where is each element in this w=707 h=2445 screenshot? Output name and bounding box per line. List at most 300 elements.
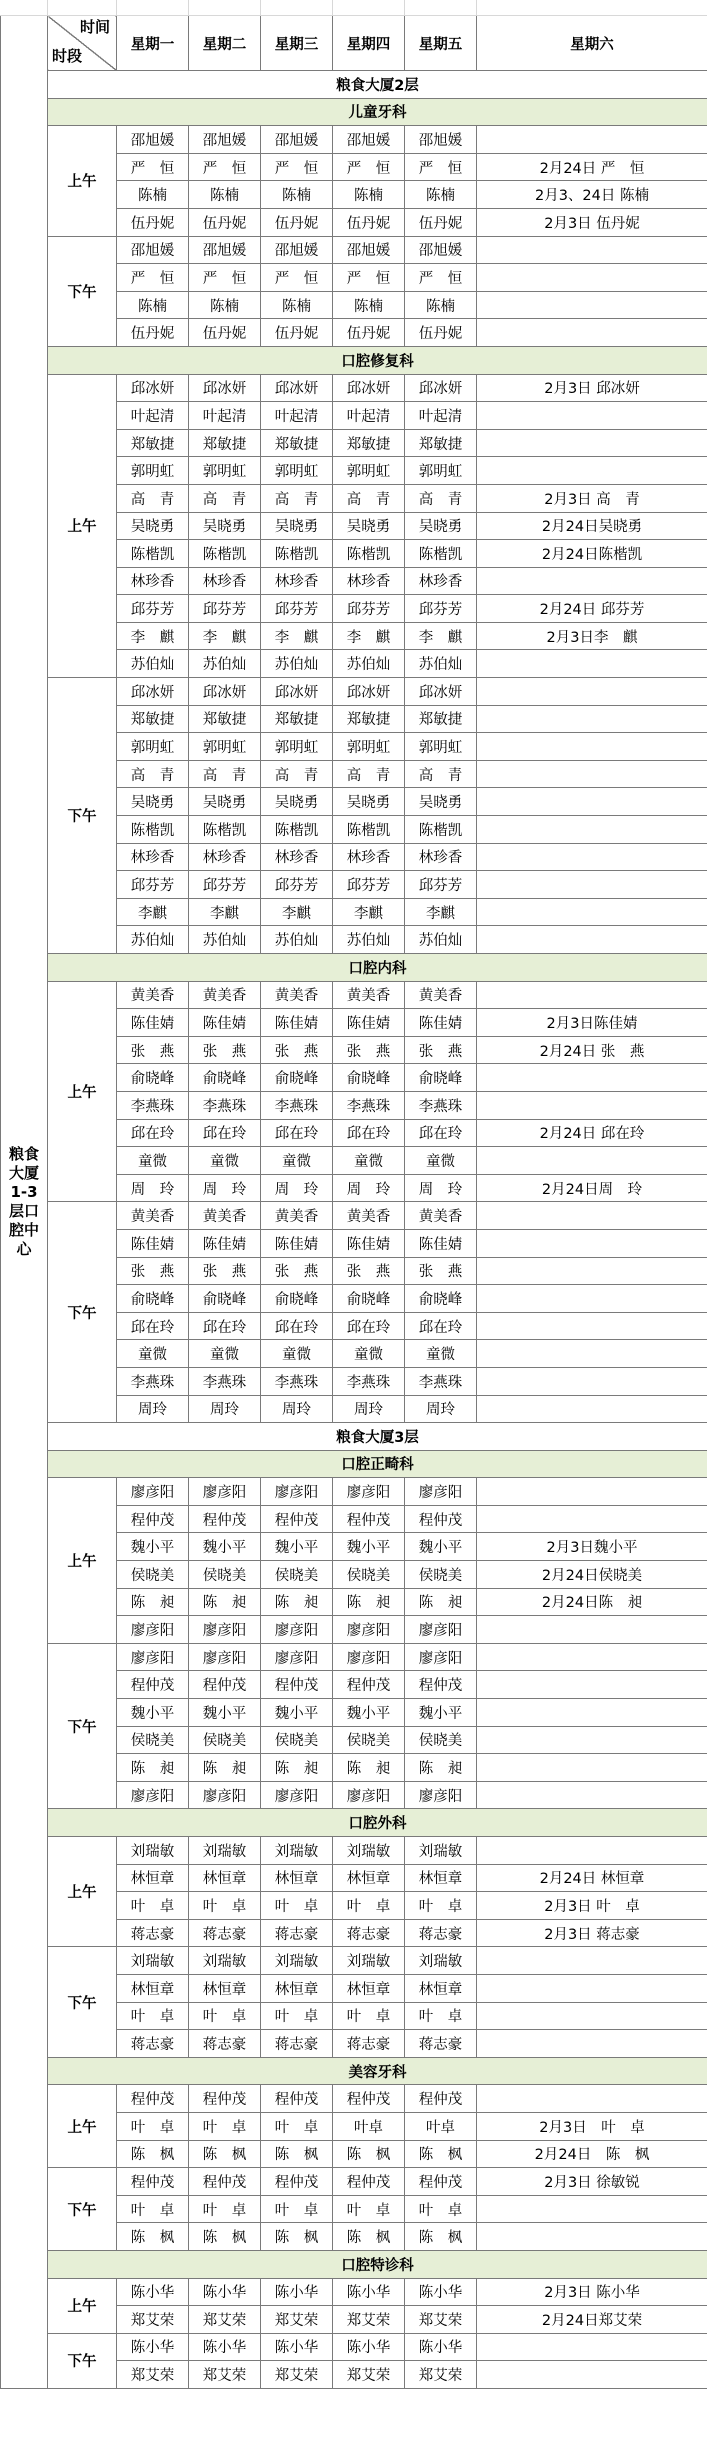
gridline-cell — [48, 0, 117, 16]
doctor-cell: 伍丹妮 — [261, 208, 333, 236]
doctor-cell: 邱芬芳 — [117, 595, 189, 623]
doctor-cell: 邱冰妍 — [261, 374, 333, 402]
doctor-cell: 侯晓美 — [261, 1726, 333, 1754]
gridline-cell — [117, 0, 189, 16]
doctor-cell: 郭明虹 — [117, 457, 189, 485]
doctor-cell: 叶卓 — [333, 2112, 405, 2140]
doctor-cell: 伍丹妮 — [261, 319, 333, 347]
doctor-cell: 邱芬芳 — [405, 871, 477, 899]
saturday-cell — [477, 650, 707, 678]
saturday-cell: 2月3日 邱冰妍 — [477, 374, 707, 402]
gridline-cell — [1, 0, 48, 16]
saturday-cell: 2月24日陈 昶 — [477, 1588, 707, 1616]
doctor-cell: 李麒 — [189, 898, 261, 926]
saturday-cell: 2月3日魏小平 — [477, 1533, 707, 1561]
sheet-top-gridline — [1, 0, 707, 16]
doctor-cell: 高 青 — [405, 760, 477, 788]
doctor-cell: 邱冰妍 — [117, 374, 189, 402]
doctor-cell: 邵旭媛 — [117, 126, 189, 154]
doctor-cell: 伍丹妮 — [189, 208, 261, 236]
doctor-cell: 邱冰妍 — [117, 678, 189, 706]
doctor-cell: 张 燕 — [405, 1036, 477, 1064]
saturday-cell — [477, 1257, 707, 1285]
doctor-cell: 邱芬芳 — [189, 595, 261, 623]
doctor-cell: 俞晓峰 — [333, 1285, 405, 1313]
doctor-cell: 林恒章 — [189, 1974, 261, 2002]
doctor-cell: 吴晓勇 — [189, 512, 261, 540]
doctor-cell: 高 青 — [189, 760, 261, 788]
doctor-cell: 林珍香 — [189, 843, 261, 871]
doctor-cell: 黄美香 — [261, 981, 333, 1009]
doctor-cell: 郑艾荣 — [405, 2306, 477, 2334]
day-header: 星期三 — [261, 16, 333, 71]
doctor-cell: 蒋志豪 — [189, 2030, 261, 2058]
saturday-cell — [477, 2333, 707, 2361]
department-title: 口腔正畸科 — [48, 1450, 707, 1478]
period-cell: 下午 — [48, 2333, 117, 2388]
department-title: 口腔特诊科 — [48, 2250, 707, 2278]
saturday-cell — [477, 843, 707, 871]
doctor-cell: 陈 昶 — [189, 1588, 261, 1616]
saturday-cell — [477, 319, 707, 347]
saturday-cell — [477, 1726, 707, 1754]
doctor-cell: 邵旭媛 — [117, 236, 189, 264]
period-cell: 上午 — [48, 126, 117, 236]
doctor-cell: 陈小华 — [405, 2333, 477, 2361]
doctor-cell: 吴晓勇 — [405, 788, 477, 816]
schedule-row — [1, 126, 707, 154]
doctor-cell: 严 恒 — [117, 153, 189, 181]
doctor-cell: 刘瑞敏 — [261, 1947, 333, 1975]
saturday-cell — [477, 2195, 707, 2223]
doctor-cell: 叶 卓 — [405, 2002, 477, 2030]
doctor-cell: 童微 — [189, 1147, 261, 1175]
doctor-cell: 郑敏捷 — [261, 429, 333, 457]
doctor-cell: 魏小平 — [189, 1533, 261, 1561]
doctor-cell: 林珍香 — [405, 567, 477, 595]
doctor-cell: 严 恒 — [189, 153, 261, 181]
doctor-cell: 林恒章 — [405, 1974, 477, 2002]
doctor-cell: 陈小华 — [117, 2278, 189, 2306]
doctor-cell: 程仲茂 — [117, 1671, 189, 1699]
doctor-cell: 陈佳婧 — [405, 1009, 477, 1037]
doctor-cell: 廖彦阳 — [405, 1616, 477, 1644]
doctor-cell: 邵旭媛 — [405, 236, 477, 264]
doctor-cell: 廖彦阳 — [189, 1616, 261, 1644]
department-title: 美容牙科 — [48, 2057, 707, 2085]
doctor-cell: 郑敏捷 — [117, 705, 189, 733]
doctor-cell: 叶 卓 — [117, 2112, 189, 2140]
period-cell: 下午 — [48, 1643, 117, 1809]
saturday-cell — [477, 678, 707, 706]
doctor-cell: 李燕珠 — [333, 1367, 405, 1395]
doctor-cell: 叶 卓 — [117, 2195, 189, 2223]
doctor-cell: 伍丹妮 — [405, 319, 477, 347]
doctor-cell: 廖彦阳 — [333, 1643, 405, 1671]
doctor-cell: 郑敏捷 — [189, 705, 261, 733]
saturday-cell — [477, 1671, 707, 1699]
doctor-cell: 邱冰妍 — [405, 374, 477, 402]
doctor-cell: 伍丹妮 — [189, 319, 261, 347]
doctor-cell: 李燕珠 — [117, 1367, 189, 1395]
doctor-cell: 李麒 — [261, 898, 333, 926]
doctor-cell: 严 恒 — [189, 264, 261, 292]
doctor-cell: 林珍香 — [405, 843, 477, 871]
saturday-cell — [477, 126, 707, 154]
doctor-cell: 邱芬芳 — [189, 871, 261, 899]
doctor-cell: 俞晓峰 — [333, 1064, 405, 1092]
saturday-cell — [477, 1395, 707, 1423]
doctor-cell: 张 燕 — [261, 1257, 333, 1285]
doctor-cell: 俞晓峰 — [117, 1285, 189, 1313]
doctor-cell: 张 燕 — [117, 1036, 189, 1064]
doctor-cell: 高 青 — [117, 484, 189, 512]
doctor-cell: 侯晓美 — [117, 1726, 189, 1754]
doctor-cell: 张 燕 — [189, 1257, 261, 1285]
doctor-cell: 廖彦阳 — [261, 1781, 333, 1809]
doctor-cell: 蒋志豪 — [189, 1919, 261, 1947]
schedule-row — [1, 678, 707, 706]
doctor-cell: 陈 昶 — [405, 1754, 477, 1782]
doctor-cell: 周 玲 — [333, 1174, 405, 1202]
saturday-cell: 2月24日 陈 枫 — [477, 2140, 707, 2168]
doctor-cell: 吴晓勇 — [261, 788, 333, 816]
doctor-cell: 邱芬芳 — [333, 595, 405, 623]
doctor-cell: 林珍香 — [117, 567, 189, 595]
saturday-cell — [477, 291, 707, 319]
saturday-cell: 2月3日 高 青 — [477, 484, 707, 512]
doctor-cell: 侯晓美 — [333, 1726, 405, 1754]
doctor-cell: 廖彦阳 — [189, 1643, 261, 1671]
doctor-cell: 陈楷凯 — [189, 540, 261, 568]
saturday-cell — [477, 898, 707, 926]
saturday-cell — [477, 264, 707, 292]
doctor-cell: 周 玲 — [117, 1174, 189, 1202]
doctor-cell: 邱芬芳 — [117, 871, 189, 899]
doctor-cell: 郭明虹 — [189, 457, 261, 485]
doctor-cell: 郑艾荣 — [117, 2306, 189, 2334]
doctor-cell: 陈 昶 — [261, 1588, 333, 1616]
doctor-cell: 陈佳婧 — [117, 1009, 189, 1037]
schedule-row — [1, 1837, 707, 1865]
doctor-cell: 周玲 — [333, 1395, 405, 1423]
doctor-cell: 黄美香 — [333, 1202, 405, 1230]
doctor-cell: 邱芬芳 — [333, 871, 405, 899]
period-cell: 上午 — [48, 2085, 117, 2168]
doctor-cell: 廖彦阳 — [261, 1478, 333, 1506]
doctor-cell: 陈佳婧 — [189, 1009, 261, 1037]
department-title: 口腔外科 — [48, 1809, 707, 1837]
period-cell: 下午 — [48, 1947, 117, 2057]
department-row — [1, 2250, 707, 2278]
period-label: 时段 — [52, 47, 83, 65]
doctor-cell: 邱在玲 — [117, 1312, 189, 1340]
department-row — [1, 2057, 707, 2085]
doctor-cell: 叶 卓 — [405, 1892, 477, 1920]
doctor-cell: 严 恒 — [333, 264, 405, 292]
doctor-cell: 黄美香 — [405, 981, 477, 1009]
saturday-cell — [477, 1478, 707, 1506]
header-row — [1, 16, 707, 71]
doctor-cell: 陈楠 — [405, 291, 477, 319]
schedule-row — [1, 1947, 707, 1975]
doctor-cell: 吴晓勇 — [333, 788, 405, 816]
doctor-cell: 童微 — [189, 1340, 261, 1368]
doctor-cell: 陈小华 — [261, 2278, 333, 2306]
doctor-cell: 陈楷凯 — [333, 540, 405, 568]
doctor-cell: 蒋志豪 — [261, 2030, 333, 2058]
doctor-cell: 邵旭媛 — [405, 126, 477, 154]
saturday-cell — [477, 1643, 707, 1671]
doctor-cell: 俞晓峰 — [261, 1285, 333, 1313]
saturday-cell — [477, 567, 707, 595]
doctor-cell: 叶 卓 — [333, 1892, 405, 1920]
doctor-cell: 伍丹妮 — [117, 208, 189, 236]
schedule-row — [1, 1643, 707, 1671]
doctor-cell: 侯晓美 — [261, 1561, 333, 1589]
doctor-cell: 伍丹妮 — [117, 319, 189, 347]
doctor-cell: 郑艾荣 — [333, 2306, 405, 2334]
doctor-cell: 陈楠 — [333, 181, 405, 209]
doctor-cell: 陈楷凯 — [117, 816, 189, 844]
doctor-cell: 李 麒 — [333, 622, 405, 650]
doctor-cell: 廖彦阳 — [117, 1643, 189, 1671]
department-row — [1, 954, 707, 982]
doctor-cell: 陈佳婧 — [189, 1229, 261, 1257]
saturday-cell: 2月3日陈佳婧 — [477, 1009, 707, 1037]
doctor-cell: 邱芬芳 — [405, 595, 477, 623]
doctor-cell: 陈小华 — [405, 2278, 477, 2306]
doctor-cell: 严 恒 — [261, 153, 333, 181]
doctor-cell: 林恒章 — [117, 1864, 189, 1892]
doctor-cell: 林恒章 — [405, 1864, 477, 1892]
doctor-cell: 张 燕 — [405, 1257, 477, 1285]
day-header: 星期五 — [405, 16, 477, 71]
doctor-cell: 陈 枫 — [261, 2223, 333, 2251]
doctor-cell: 程仲茂 — [189, 2168, 261, 2196]
doctor-cell: 陈 枫 — [261, 2140, 333, 2168]
doctor-cell: 邱在玲 — [189, 1119, 261, 1147]
doctor-cell: 陈楠 — [261, 291, 333, 319]
doctor-cell: 程仲茂 — [405, 1505, 477, 1533]
doctor-cell: 周玲 — [117, 1395, 189, 1423]
saturday-cell — [477, 733, 707, 761]
doctor-cell: 李燕珠 — [189, 1091, 261, 1119]
doctor-cell: 陈楠 — [405, 181, 477, 209]
doctor-cell: 林珍香 — [261, 567, 333, 595]
doctor-cell: 刘瑞敏 — [333, 1837, 405, 1865]
saturday-cell — [477, 1285, 707, 1313]
doctor-cell: 程仲茂 — [405, 2085, 477, 2113]
schedule-row — [1, 2278, 707, 2306]
doctor-cell: 蒋志豪 — [405, 1919, 477, 1947]
doctor-cell: 童微 — [117, 1147, 189, 1175]
building-row — [1, 1423, 707, 1451]
doctor-cell: 邱在玲 — [189, 1312, 261, 1340]
doctor-cell: 叶 卓 — [261, 1892, 333, 1920]
doctor-cell: 程仲茂 — [261, 2168, 333, 2196]
doctor-cell: 高 青 — [333, 484, 405, 512]
doctor-cell: 黄美香 — [189, 981, 261, 1009]
doctor-cell: 陈楠 — [261, 181, 333, 209]
doctor-cell: 黄美香 — [189, 1202, 261, 1230]
doctor-cell: 陈 昶 — [117, 1588, 189, 1616]
schedule-row — [1, 1478, 707, 1506]
schedule-row — [1, 981, 707, 1009]
doctor-cell: 张 燕 — [261, 1036, 333, 1064]
doctor-cell: 程仲茂 — [405, 2168, 477, 2196]
day-header: 星期一 — [117, 16, 189, 71]
gridline-cell — [333, 0, 405, 16]
doctor-cell: 俞晓峰 — [117, 1064, 189, 1092]
doctor-cell: 伍丹妮 — [333, 208, 405, 236]
saturday-cell — [477, 1781, 707, 1809]
saturday-cell: 2月24日郑艾荣 — [477, 2306, 707, 2334]
doctor-cell: 程仲茂 — [405, 1671, 477, 1699]
doctor-cell: 郑艾荣 — [333, 2361, 405, 2389]
saturday-cell — [477, 1754, 707, 1782]
doctor-cell: 邱冰妍 — [261, 678, 333, 706]
doctor-cell: 陈 昶 — [189, 1754, 261, 1782]
doctor-cell: 郑敏捷 — [405, 429, 477, 457]
doctor-cell: 李 麒 — [405, 622, 477, 650]
doctor-cell: 林珍香 — [117, 843, 189, 871]
doctor-cell: 李燕珠 — [405, 1367, 477, 1395]
doctor-cell: 陈小华 — [333, 2333, 405, 2361]
doctor-cell: 叶 卓 — [405, 2195, 477, 2223]
doctor-cell: 苏伯灿 — [333, 650, 405, 678]
gridline-cell — [405, 0, 477, 16]
doctor-cell: 郑艾荣 — [117, 2361, 189, 2389]
saturday-cell: 2月3日 伍丹妮 — [477, 208, 707, 236]
doctor-cell: 蒋志豪 — [333, 2030, 405, 2058]
building-title: 粮食大厦2层 — [48, 71, 707, 99]
doctor-cell: 陈小华 — [189, 2278, 261, 2306]
saturday-cell — [477, 1091, 707, 1119]
doctor-cell: 苏伯灿 — [405, 926, 477, 954]
doctor-cell: 邵旭媛 — [189, 126, 261, 154]
doctor-cell: 童微 — [405, 1147, 477, 1175]
doctor-cell: 程仲茂 — [117, 1505, 189, 1533]
doctor-cell: 陈楠 — [117, 181, 189, 209]
doctor-cell: 苏伯灿 — [333, 926, 405, 954]
doctor-cell: 蒋志豪 — [261, 1919, 333, 1947]
doctor-cell: 郑艾荣 — [261, 2361, 333, 2389]
doctor-cell: 廖彦阳 — [405, 1781, 477, 1809]
doctor-cell: 邱冰妍 — [405, 678, 477, 706]
period-cell: 下午 — [48, 236, 117, 346]
doctor-cell: 郭明虹 — [261, 733, 333, 761]
day-header: 星期六 — [477, 16, 707, 71]
doctor-cell: 魏小平 — [189, 1699, 261, 1727]
doctor-cell: 廖彦阳 — [405, 1643, 477, 1671]
doctor-cell: 廖彦阳 — [117, 1781, 189, 1809]
gridline-cell — [477, 0, 707, 16]
doctor-cell: 黄美香 — [261, 1202, 333, 1230]
doctor-cell: 叶 卓 — [189, 1892, 261, 1920]
doctor-cell: 俞晓峰 — [405, 1064, 477, 1092]
doctor-cell: 廖彦阳 — [117, 1616, 189, 1644]
doctor-cell: 李燕珠 — [405, 1091, 477, 1119]
saturday-cell — [477, 1312, 707, 1340]
saturday-cell — [477, 1340, 707, 1368]
saturday-cell — [477, 1367, 707, 1395]
doctor-cell: 李 麒 — [261, 622, 333, 650]
doctor-cell: 郑敏捷 — [189, 429, 261, 457]
time-label: 时间 — [79, 18, 110, 36]
doctor-cell: 陈楠 — [189, 291, 261, 319]
doctor-cell: 侯晓美 — [333, 1561, 405, 1589]
schedule-row — [1, 374, 707, 402]
saturday-cell — [477, 1947, 707, 1975]
doctor-cell: 童微 — [261, 1340, 333, 1368]
doctor-cell: 苏伯灿 — [117, 650, 189, 678]
doctor-cell: 俞晓峰 — [189, 1285, 261, 1313]
doctor-cell: 叶起清 — [405, 402, 477, 430]
doctor-cell: 刘瑞敏 — [405, 1947, 477, 1975]
gridline-cell — [189, 0, 261, 16]
doctor-cell: 侯晓美 — [117, 1561, 189, 1589]
doctor-cell: 郑敏捷 — [405, 705, 477, 733]
saturday-cell — [477, 705, 707, 733]
saturday-cell: 2月24日吴晓勇 — [477, 512, 707, 540]
doctor-cell: 陈楷凯 — [405, 540, 477, 568]
doctor-cell: 程仲茂 — [189, 1671, 261, 1699]
doctor-cell: 张 燕 — [117, 1257, 189, 1285]
saturday-cell: 2月24日 严 恒 — [477, 153, 707, 181]
saturday-cell — [477, 1616, 707, 1644]
doctor-cell: 郑敏捷 — [261, 705, 333, 733]
saturday-cell — [477, 1974, 707, 2002]
doctor-cell: 叶 卓 — [189, 2195, 261, 2223]
saturday-cell — [477, 1229, 707, 1257]
doctor-cell: 童微 — [333, 1340, 405, 1368]
doctor-cell: 廖彦阳 — [261, 1616, 333, 1644]
doctor-cell: 陈楷凯 — [405, 816, 477, 844]
doctor-cell: 陈楠 — [189, 181, 261, 209]
doctor-cell: 陈 枫 — [117, 2223, 189, 2251]
saturday-cell: 2月24日周 玲 — [477, 1174, 707, 1202]
doctor-cell: 程仲茂 — [189, 1505, 261, 1533]
doctor-cell: 黄美香 — [117, 981, 189, 1009]
doctor-cell: 陈佳婧 — [333, 1009, 405, 1037]
doctor-cell: 程仲茂 — [117, 2085, 189, 2113]
saturday-cell — [477, 1147, 707, 1175]
doctor-cell: 陈 昶 — [333, 1588, 405, 1616]
doctor-cell: 高 青 — [333, 760, 405, 788]
saturday-cell: 2月3日 蒋志豪 — [477, 1919, 707, 1947]
doctor-cell: 童微 — [117, 1340, 189, 1368]
doctor-cell: 吴晓勇 — [117, 512, 189, 540]
doctor-cell: 苏伯灿 — [405, 650, 477, 678]
saturday-cell — [477, 1202, 707, 1230]
doctor-cell: 高 青 — [261, 760, 333, 788]
doctor-cell: 叶起清 — [333, 402, 405, 430]
schedule-row — [1, 1202, 707, 1230]
doctor-cell: 侯晓美 — [405, 1726, 477, 1754]
saturday-cell: 2月24日侯晓美 — [477, 1561, 707, 1589]
doctor-cell: 郑艾荣 — [405, 2361, 477, 2389]
saturday-cell: 2月24日 邱在玲 — [477, 1119, 707, 1147]
gridline-cell — [261, 0, 333, 16]
doctor-cell: 侯晓美 — [405, 1561, 477, 1589]
day-header: 星期二 — [189, 16, 261, 71]
doctor-cell: 叶 卓 — [189, 2002, 261, 2030]
doctor-cell: 吴晓勇 — [189, 788, 261, 816]
saturday-cell — [477, 402, 707, 430]
doctor-cell: 林恒章 — [261, 1974, 333, 2002]
doctor-cell: 陈小华 — [189, 2333, 261, 2361]
